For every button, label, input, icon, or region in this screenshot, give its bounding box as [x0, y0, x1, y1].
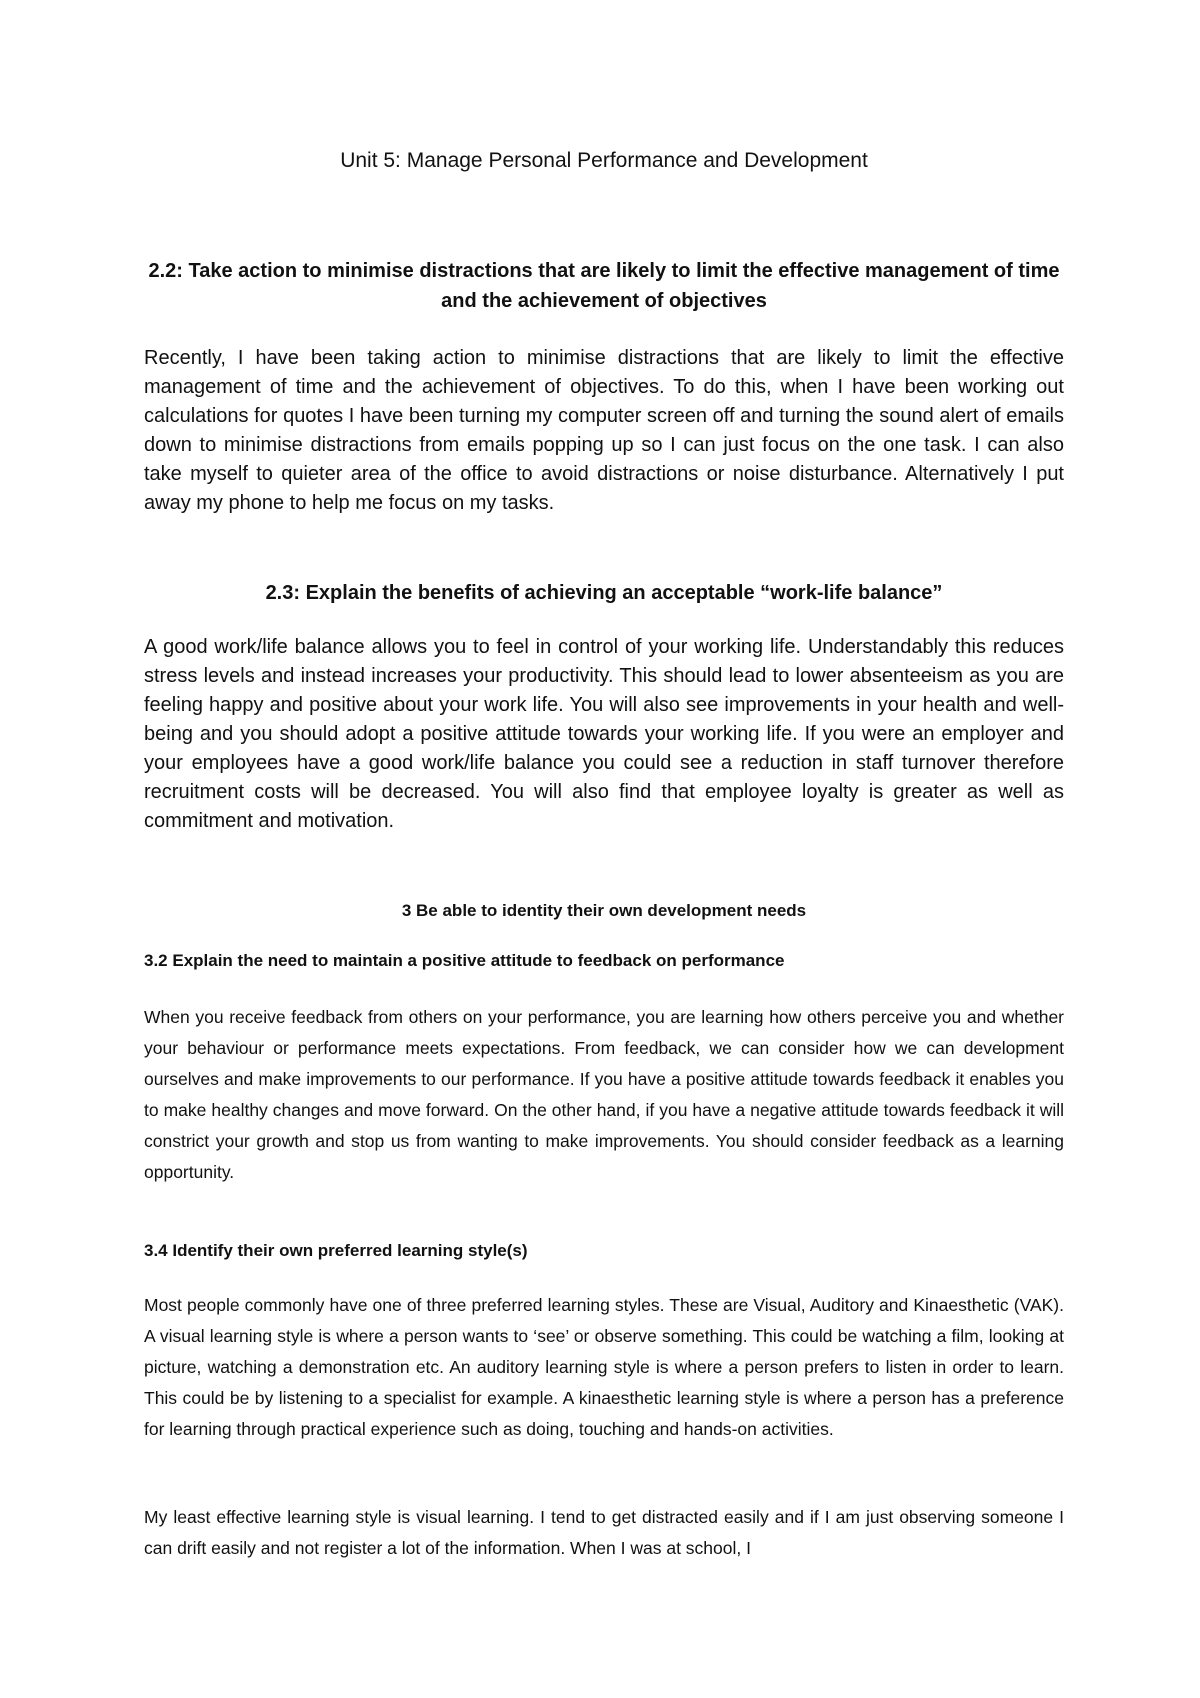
section-3-2-heading: 3.2 Explain the need to maintain a positive attitude to feedback on performance	[144, 951, 785, 970]
section-3-4-heading: 3.4 Identify their own preferred learning style(s)	[144, 1241, 528, 1260]
section-3-4-paragraph-1: Most people commonly have one of three preferred learning styles. These are Visual, Auditory and Kinaesthetic (VAK). A visual learning style is where a person wants to ‘see’ or observe something. This could be watching a film, looking at picture, watching a demonstration etc. An auditory learning style is where a person prefers to listen in order to learn. This could be by listening to a specialist for example. A kinaesthetic learning style is where a person has a preference for learning through practical experience such as doing, touching and hands-on activities.	[144, 1295, 1064, 1439]
document-title: Unit 5: Manage Personal Performance and Development	[340, 149, 868, 172]
section-3-heading: 3 Be able to identity their own development needs	[401, 901, 807, 920]
section-3-4-paragraph-2: My least effective learning style is visual learning. I tend to get distracted easily and if I am just observing someone I can drift easily and not register a lot of the information. When I was at school, I	[144, 1507, 1064, 1558]
section-2-3-heading: 2.3: Explain the benefits of achieving an acceptable “work-life balance”	[265, 582, 943, 604]
section-2-2-paragraph: Recently, I have been taking action to minimise distractions that are likely to limit the effective management of time and the achievement of objectives. To do this, when I have been working out calculations for quotes I have been turning my computer screen off and turning the sound alert of emails down to minimise distractions from emails popping up so I can just focus on the one task. I can also take myself to quieter area of the office to avoid distractions or noise disturbance. Alternatively I put away my phone to help me focus on my tasks.	[144, 347, 1064, 514]
section-2-2-heading: 2.2: Take action to minimise distractions that are likely to limit the effective management of time and the achievement of objectives	[148, 260, 1060, 312]
section-3-2-paragraph: When you receive feedback from others on your performance, you are learning how others perceive you and whether your behaviour or performance meets expectations. From feedback, we can consider how we can development ourselves and make improvements to our performance. If you have a positive attitude towards feedback it enables you to make healthy changes and move forward. On the other hand, if you have a negative attitude towards feedback it will constrict your growth and stop us from wanting to make improvements. You should consider feedback as a learning opportunity.	[144, 1007, 1064, 1182]
section-2-3-paragraph: A good work/life balance allows you to feel in control of your working life. Understandably this reduces stress levels and instead increases your productivity. This should lead to lower absenteeism as you are feeling happy and positive about your work life. You will also see improvements in your health and well-being and you should adopt a positive attitude towards your working life. If you were an employer and your employees have a good work/life balance you could see a reduction in staff turnover therefore recruitment costs will be decreased. You will also find that employee loyalty is greater as well as commitment and motivation.	[144, 636, 1064, 832]
